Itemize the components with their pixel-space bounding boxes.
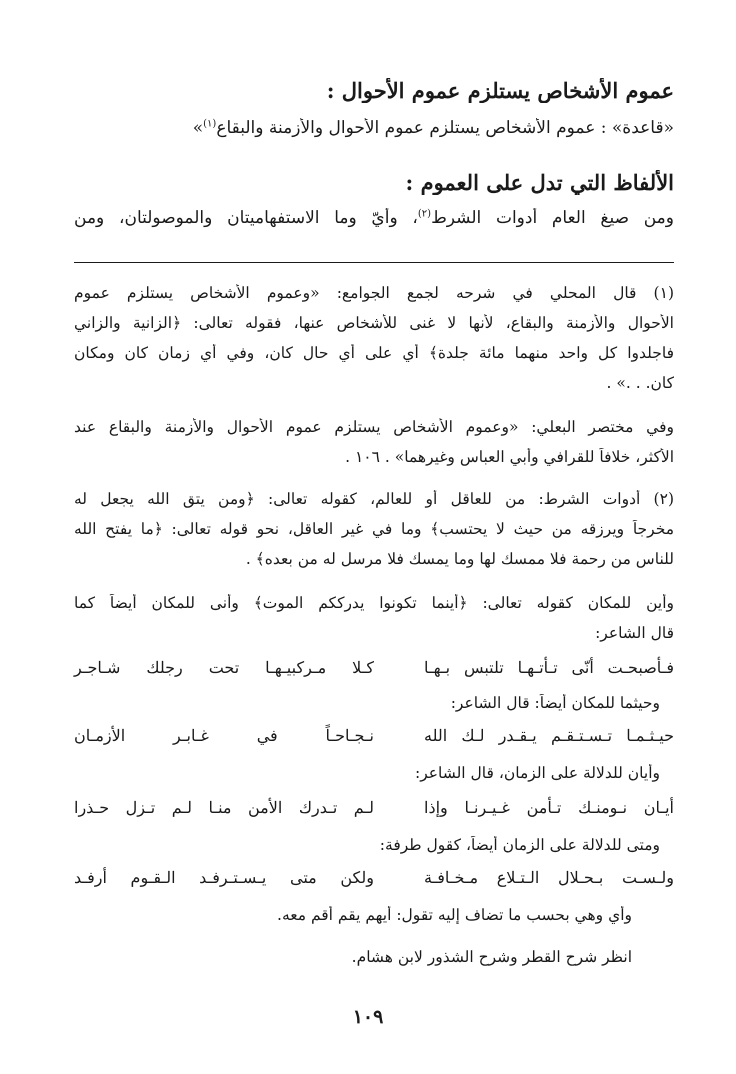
rule-close: » — [192, 118, 204, 138]
rule-statement — [74, 118, 674, 138]
verse-3 — [74, 798, 674, 824]
footnote-1b-line: الأكثر، خلافاً للقرافي وأبي العباس وغيرهما» . ١٠٦ . — [345, 448, 674, 466]
rule-text: «قاعدة» : عموم الأشخاص يستلزم عموم الأحوال والأزمنة والبقاع — [216, 118, 674, 138]
verse-4 — [74, 868, 674, 894]
heading-general-words: الألفاظ التي تدل على العموم : — [405, 170, 674, 195]
verse-4-second-hemistich: ولكن متى يـسـتـرفـد الـقـوم أرفـد — [74, 868, 374, 887]
heading-general-persons: عموم الأشخاص يستلزم عموم الأحوال : — [326, 78, 674, 103]
footnote-1-line: فاجلدوا كل واحد منهما مائة جلدة﴾ أي على أي حال كان، وفي أي زمان كان ومكان — [74, 344, 674, 362]
verse-1-second-hemistich: كـلا مـركبيـهـا تحت رجلك شـاجـر — [74, 658, 374, 677]
footnote-1-line: الأحوال والأزمنة والبقاع، لأنها لا غنى للأشخاص عنها، فقوله تعالى: ﴿الزانية والزاني — [74, 314, 674, 332]
footnote-2b-line: وأين للمكان كقوله تعالى: ﴿أينما تكونوا يدرككم الموت﴾ وأنى للمكان أيضاً كما — [74, 594, 674, 612]
footnote-2-line: للناس من رحمة فلا ممسك لها وما يمسك فلا مرسل له من بعده﴾ . — [245, 550, 674, 568]
line-reference: انظر شرح القطر وشرح الشذور لابن هشام. — [351, 948, 632, 966]
verse-1 — [74, 658, 674, 684]
footnote-2-line: (٢) أدوات الشرط: من للعاقل أو للعالم، كقوله تعالى: ﴿ومن يتق الله يجعل له — [74, 490, 674, 508]
footnote-ref-2[interactable]: (٢) — [417, 208, 432, 220]
verse-4-first-hemistich: ولـسـت بـحـلال الـتـلاع مـخـافـة — [424, 868, 674, 887]
footnote-separator — [74, 262, 674, 263]
verse-3-intro: وأيان للدلالة على الزمان، قال الشاعر: — [415, 764, 660, 782]
footnote-2-line: مخرجاً ويرزقه من حيث لا يحتسب﴾ وما في غير العاقل، نحو قوله تعالى: ﴿ما يفتح الله — [74, 520, 674, 538]
body-text-start: ومن صيغ العام أدوات الشرط — [431, 208, 674, 228]
verse-2 — [74, 726, 674, 752]
line-ayy: وأي وهي بحسب ما تضاف إليه تقول: أيهم يقم أقم معه. — [277, 906, 632, 924]
verse-3-first-hemistich: أيـان نـومنـك تـأمن غـيـرنـا وإذا — [424, 798, 674, 817]
page-body — [74, 0, 674, 1074]
footnote-2b-line: قال الشاعر: — [595, 624, 674, 642]
page-number: ١٠٩ — [352, 1006, 384, 1028]
verse-1-first-hemistich: فـأصبحـت أنّى تـأتـهـا تلتبس بـهـا — [424, 658, 674, 677]
verse-2-first-hemistich: حيـثـمـا تـسـتـقـم يـقـدر لـك الله — [424, 726, 674, 745]
body-text-end: ، وأيّ وما الاستفهاميتان والموصولتان، ومن — [74, 208, 418, 228]
verse-4-intro: ومتى للدلالة على الزمان أيضاً، كقول طرفة: — [379, 836, 660, 854]
verse-2-second-hemistich: نـجـاحـاً في غـابـر الأزمـان — [74, 726, 374, 745]
body-paragraph — [74, 208, 674, 228]
footnote-ref-1[interactable]: (١) — [203, 118, 217, 130]
footnote-1-line: كان. . .» . — [606, 374, 674, 392]
footnote-1-line: (١) قال المحلي في شرحه لجمع الجوامع: «وعموم الأشخاص يستلزم عموم — [74, 284, 674, 302]
verse-2-intro: وحيثما للمكان أيضاً: قال الشاعر: — [450, 694, 660, 712]
footnote-1b-line: وفي مختصر البعلي: «وعموم الأشخاص يستلزم عموم الأحوال والأزمنة والبقاع عند — [74, 418, 674, 436]
verse-3-second-hemistich: لـم تـدرك الأمن منـا لـم تـزل حـذرا — [74, 798, 374, 817]
